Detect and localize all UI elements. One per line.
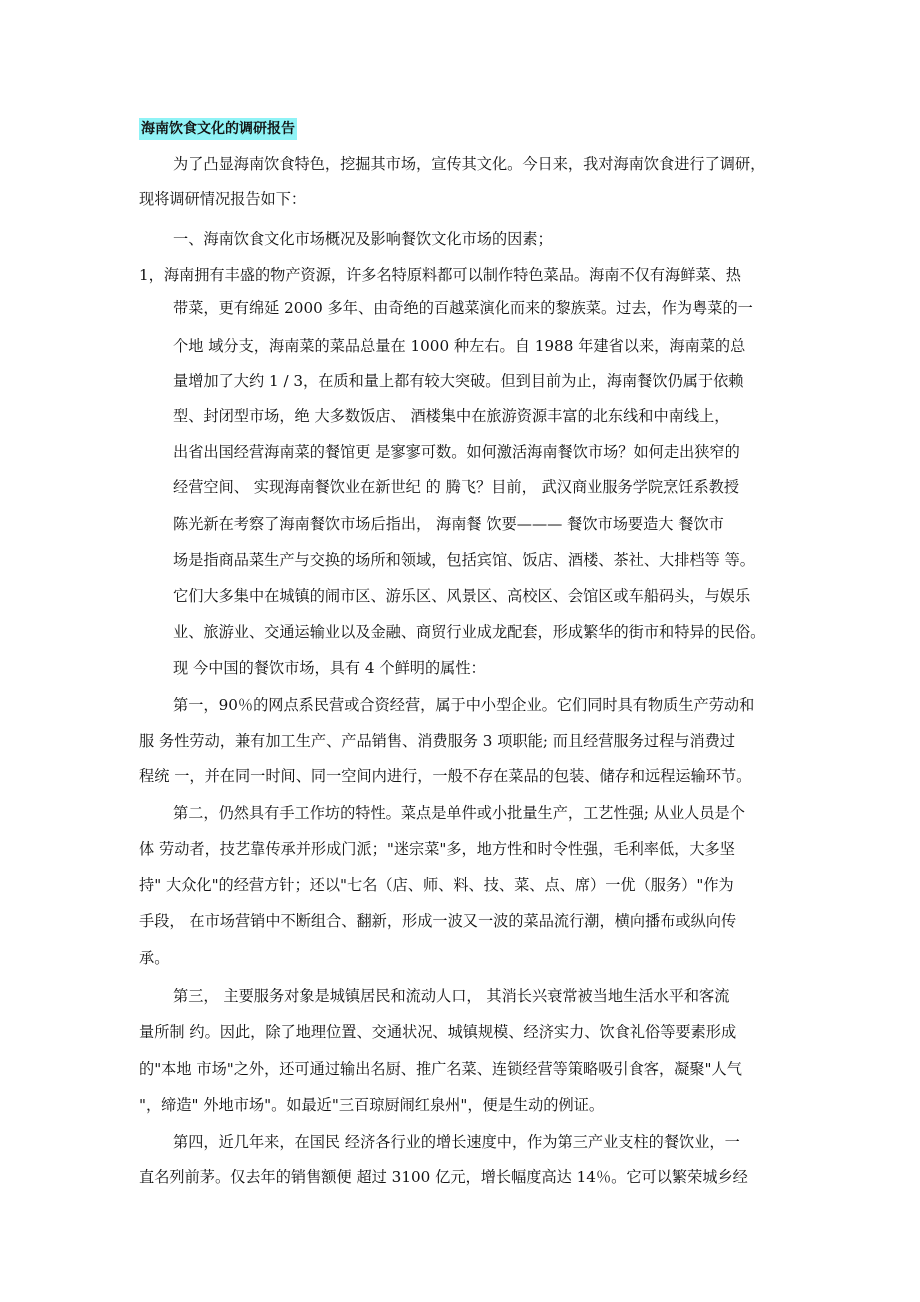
text-line: 型、封闭型市场，绝 大多数饭店、 酒楼集中在旅游资源丰富的北东线和中南线上， xyxy=(173,407,730,425)
text-line: 承。 xyxy=(139,949,170,967)
text-line: 体 劳动者，技艺靠传承并形成门派；"迷宗菜"多，地方性和时令性强，毛利率低，大多坚 xyxy=(139,840,735,858)
text-line: 第一，90％的网点系民营或合资经营，属于中小型企业。它们同时具有物质生产劳动和 xyxy=(173,696,755,714)
text-line: 现 今中国的餐饮市场，具有 4 个鲜明的属性： xyxy=(173,659,486,677)
text-line: 现将调研情况报告如下： xyxy=(139,190,307,208)
text-line: 第四，近几年来，在国民 经济各行业的增长速度中，作为第三产业支柱的餐饮业，一 xyxy=(173,1133,740,1151)
text-line: 的"本地 市场"之外，还可通过输出名厨、推广名菜、连锁经营等策略吸引食客，凝聚"人气 xyxy=(139,1060,742,1078)
text-line: 手段， 在市场营销中不断组合、翻新，形成一波又一波的菜品流行潮，横向播布或纵向传 xyxy=(139,912,737,930)
text-line: 带菜，更有绵延 2000 多年、由奇绝的百越菜演化而来的黎族菜。过去，作为粤菜的一 xyxy=(173,299,753,317)
text-line: 量增加了大约 1 / 3，在质和量上都有较大突破。但到目前为止，海南餐饮仍属于依赖 xyxy=(173,372,744,390)
text-line: "，缔造" 外地市场"。如最近"三百琼厨闹红泉州"，便是生动的例证。 xyxy=(139,1096,605,1114)
section-heading: 一、海南饮食文化市场概况及影响餐饮文化市场的因素； xyxy=(173,230,553,248)
text-line: 场是指商品菜生产与交换的场所和领域，包括宾馆、饭店、酒楼、茶社、大排档等 等。 xyxy=(173,551,755,569)
text-line: 第二，仍然具有手工作坊的特性。菜点是单件或小批量生产，工艺性强; 从业人员是个 xyxy=(173,804,745,822)
text-line: 个地 域分支，海南菜的菜品总量在 1000 种左右。自 1988 年建省以来，海南菜的总 xyxy=(173,337,746,355)
text-line: 第三， 主要服务对象是城镇居民和流动人口， 其消长兴衰常被当地生活水平和客流 xyxy=(173,987,730,1005)
text-line: 持" 大众化"的经营方针；还以"七名（店、师、料、技、菜、点、席）一优（服务）"作为 xyxy=(139,876,734,894)
text-line: 程统 一，并在同一时间、同一空间内进行，一般不存在菜品的包装、储存和远程运输环节。 xyxy=(139,767,752,785)
text-line: 量所制 约。因此，除了地理位置、交通状况、城镇规模、经济实力、饮食礼俗等要素形成 xyxy=(139,1023,737,1041)
document-title: 海南饮食文化的调研报告 xyxy=(139,118,297,140)
text-line: 为了凸显海南饮食特色，挖掘其市场，宣传其文化。今日来，我对海南饮食进行了调研， xyxy=(173,155,766,173)
text-line: 1，海南拥有丰盛的物产资源，许多名特原料都可以制作特色菜品。海南不仅有海鲜菜、热 xyxy=(139,266,741,284)
text-line: 经营空间、 实现海南餐饮业在新世纪 的 腾飞？目前， 武汉商业服务学院烹饪系教授 xyxy=(173,478,740,496)
text-line: 陈光新在考察了海南餐饮市场后指出， 海南餐 饮要——— 餐饮市场要造大 餐饮市 xyxy=(173,515,724,533)
text-line: 出省出国经营海南菜的餐馆更 是寥寥可数。如何激活海南餐饮市场？如何走出狭窄的 xyxy=(173,443,740,461)
text-line: 它们大多集中在城镇的闹市区、游乐区、风景区、高校区、会馆区或车船码头，与娱乐 xyxy=(173,587,751,605)
text-line: 直名列前茅。仅去年的销售额便 超过 3100 亿元，增长幅度高达 14％。它可以繁荣城乡经 xyxy=(139,1168,748,1186)
text-line: 业、旅游业、交通运输业以及金融、商贸行业成龙配套，形成繁华的街市和特异的民俗。 xyxy=(173,623,766,641)
text-line: 服 务性劳动，兼有加工生产、产品销售、消费服务 3 项职能; 而且经营服务过程与消费过 xyxy=(139,732,736,750)
